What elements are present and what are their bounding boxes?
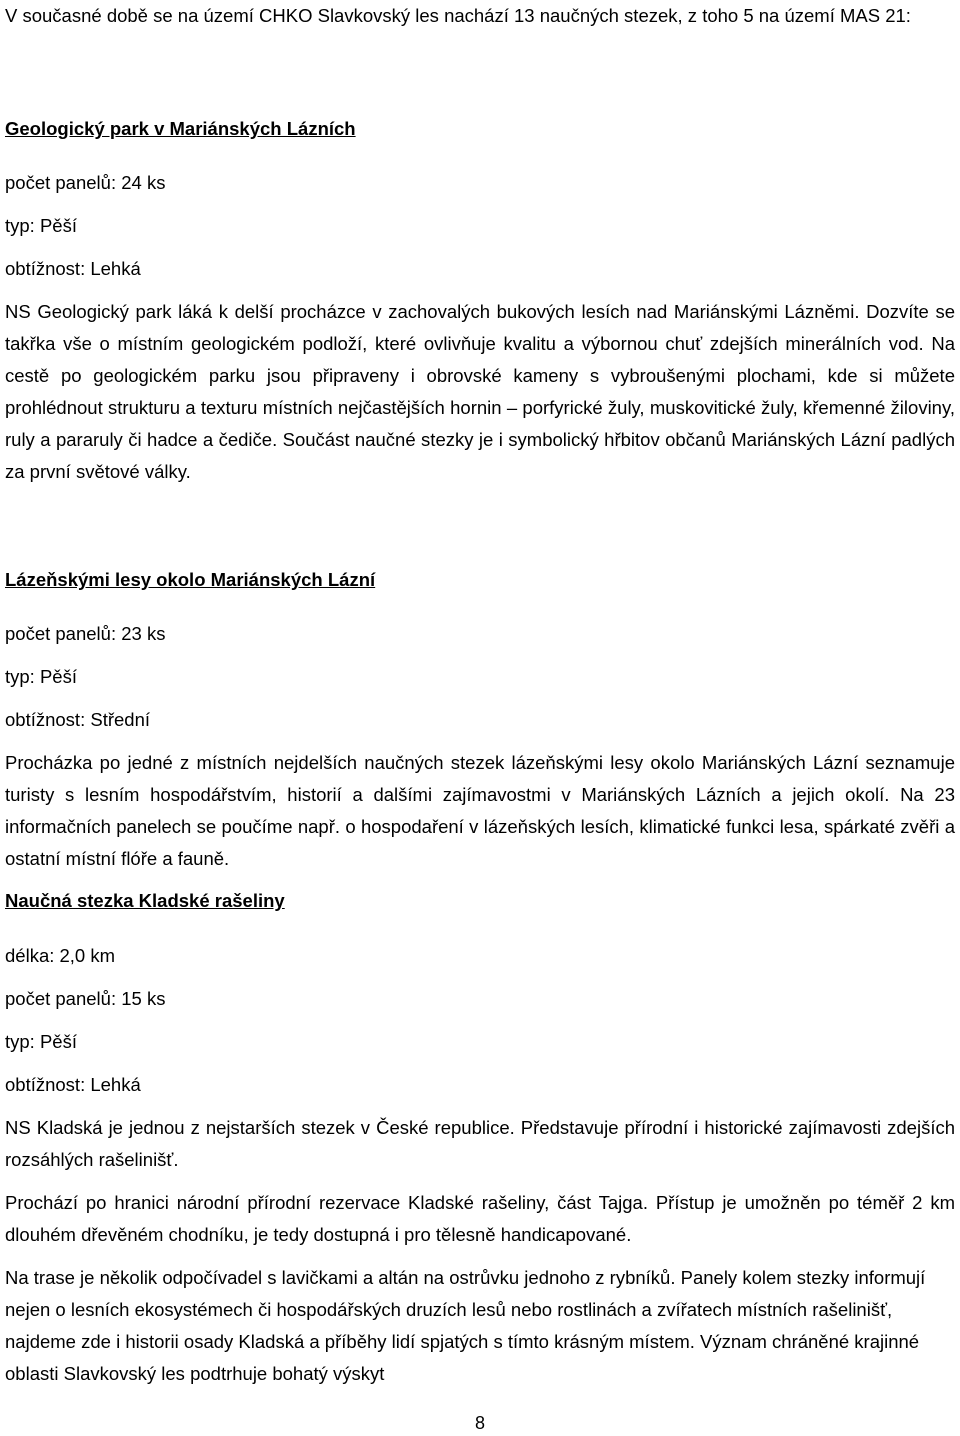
section-paragraph: NS Geologický park láká k delší procházce v zachovalých bukových lesích nad Mariánskými Lázněmi. Dozvíte se takřka vše o místním geologickém podloží, které ovlivňuje kvalitu a výbornou chuť zdejších minerálních vod. Na cestě po geologickém parku jsou připraveny i obrovské kameny s vybroušenými plochami, kde si můžete prohlédnout strukturu a texturu místních nejčastějších hornin – porfyrické žuly, muskovitické žuly, křemenné žiloviny, ruly a pararuly či hadce a čediče. Součást naučné stezky je i symbolický hřbitov občanů Mariánských Lázní padlých za první světové války. <box>5 301 955 482</box>
fact-panels: počet panelů: 24 ks <box>5 172 166 193</box>
section-paragraph: Prochází po hranici národní přírodní rezervace Kladské rašeliny, část Tajga. Přístup je umožněn po téměř 2 km dlouhém dřevěném chodníku, je tedy dostupná i pro tělesně handicapované. <box>5 1192 955 1245</box>
intro-paragraph: V současné době se na území CHKO Slavkovský les nachází 13 naučných stezek, z toho 5 na území MAS 21: <box>5 5 911 26</box>
section-title: Naučná stezka Kladské rašeliny <box>5 890 285 911</box>
section-paragraph: NS Kladská je jednou z nejstarších stezek v České republice. Představuje přírodní i historické zajímavosti zdejších rozsáhlých rašelinišť. <box>5 1117 955 1170</box>
section-title: Geologický park v Mariánských Lázních <box>5 118 356 139</box>
fact-type: typ: Pěší <box>5 666 77 687</box>
fact-length: délka: 2,0 km <box>5 945 116 966</box>
section-paragraph: Procházka po jedné z místních nejdelších naučných stezek lázeňskými lesy okolo Mariánských Lázní seznamuje turisty s lesním hospodářstvím, historií a dalšími zajímavostmi v Mariánských Lázních a jejich okolí. Na 23 informačních panelech se poučíme např. o hospodaření v lázeňských lesích, klimatické funkci lesa, spárkaté zvěři a ostatní místní flóře a fauně. <box>5 752 955 869</box>
fact-type: typ: Pěší <box>5 215 77 236</box>
fact-panels: počet panelů: 15 ks <box>5 988 166 1009</box>
section-paragraph: Na trase je několik odpočívadel s lavičkami a altán na ostrůvku jednoho z rybníků. Panely kolem stezky informují nejen o lesních ekosystémech či hospodářských druzích lesů nebo rostlinách a zvířatech místních rašelinišť, najdeme zde i historii osady Kladská a příběhy lidí spjatých s tímto krásným místem. Význam chráněné krajinné oblasti Slavkovský les podtrhuje bohatý výskyt <box>5 1267 926 1384</box>
section-title: Lázeňskými lesy okolo Mariánských Lázní <box>5 569 376 590</box>
fact-difficulty: obtížnost: Lehká <box>5 1074 141 1095</box>
fact-type: typ: Pěší <box>5 1031 77 1052</box>
page-number: 8 <box>474 1413 485 1433</box>
fact-difficulty: obtížnost: Lehká <box>5 258 141 279</box>
fact-difficulty: obtížnost: Střední <box>5 709 151 730</box>
fact-panels: počet panelů: 23 ks <box>5 623 166 644</box>
